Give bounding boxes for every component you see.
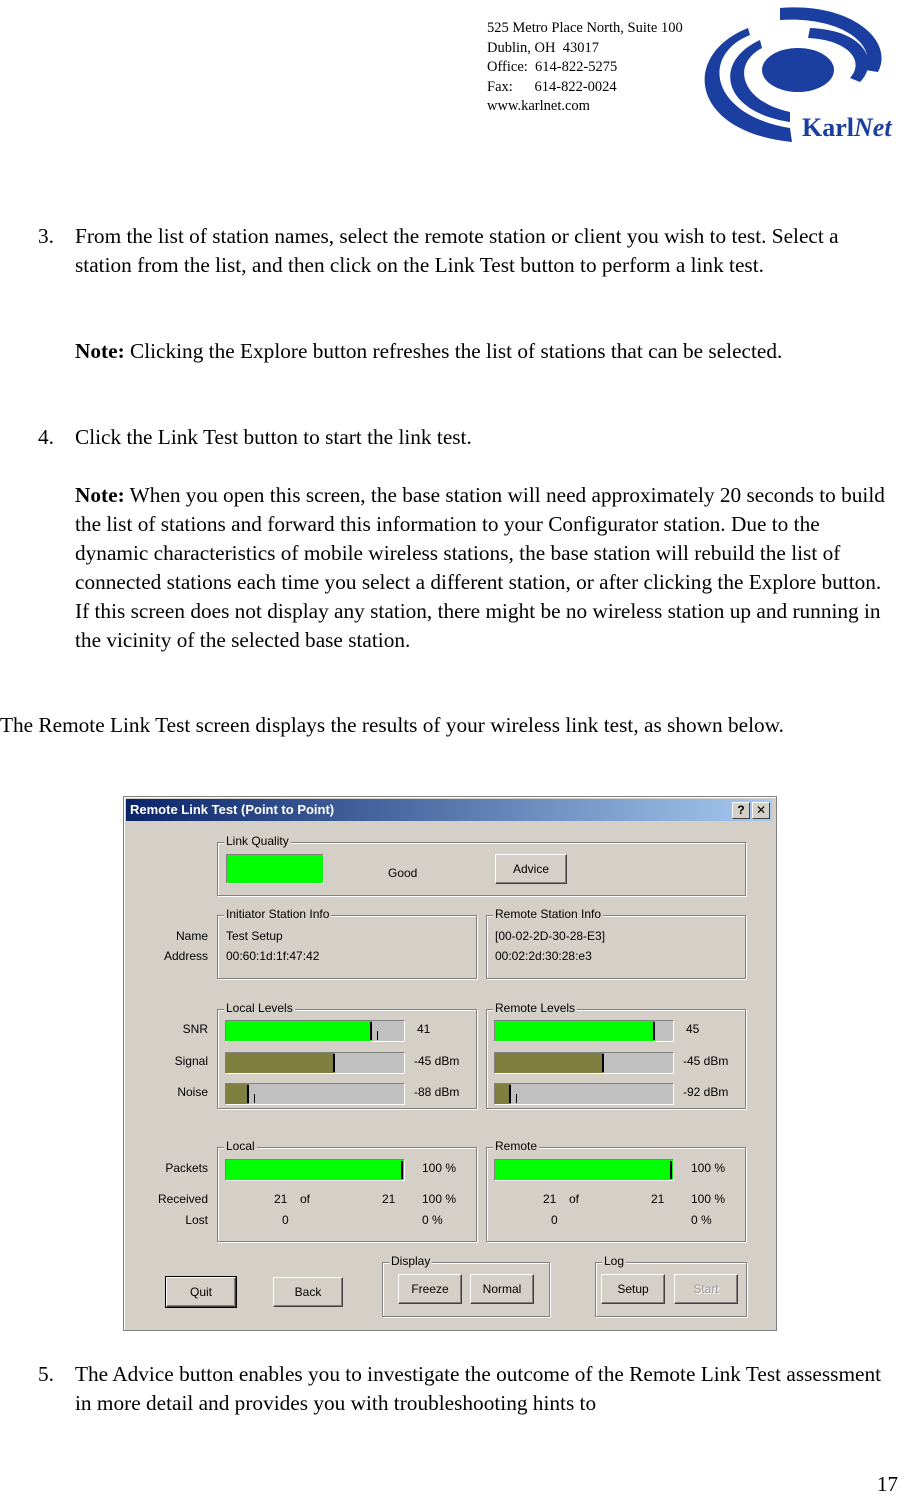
intro-paragraph: The Remote Link Test screen displays the results of your wireless link test, as shown below. [0, 713, 784, 737]
remote-address: 00:02:2d:30:28:e3 [495, 949, 592, 963]
group-caption: Initiator Station Info [226, 907, 330, 921]
remote-link-test-dialog [123, 796, 777, 1331]
local-snr-bar [225, 1020, 405, 1042]
address-label: Address [163, 949, 208, 963]
local-lost-pct: 0 % [422, 1213, 443, 1227]
group-caption: Local [226, 1139, 255, 1153]
setup-button[interactable]: Setup [601, 1274, 665, 1304]
normal-button[interactable]: Normal [470, 1274, 534, 1304]
step-text: Click the Link Test button to start the link test. [75, 425, 472, 449]
remote-of: of [569, 1192, 580, 1206]
remote-name: [00-02-2D-30-28-E3] [495, 929, 606, 943]
note [75, 481, 895, 655]
remote-noise-bar [494, 1083, 674, 1105]
local-total: 21 [382, 1192, 396, 1206]
local-noise-value: -88 dBm [414, 1085, 460, 1099]
signal-label: Signal [174, 1054, 208, 1068]
remote-noise-value: -92 dBm [683, 1085, 729, 1099]
step-number: 5. [38, 1362, 54, 1386]
local-packets-pct: 100 % [422, 1161, 457, 1175]
group-caption: Link Quality [226, 834, 289, 848]
remote-station-group [486, 907, 746, 979]
address-line: Office: 614-822-5275 [487, 59, 618, 75]
group-caption: Local Levels [226, 1001, 293, 1015]
snr-label: SNR [182, 1022, 208, 1036]
dialog-titlebar [126, 799, 772, 821]
note [75, 337, 895, 366]
address-line: Dublin, OH 43017 [487, 39, 599, 56]
step-text: From the list of station names, select the remote station or client you wish to test. Select a station from the list, and then click on the Link Test button to perform a link test. [75, 224, 839, 277]
page-number: 17 [877, 1472, 898, 1496]
company-address [487, 19, 683, 117]
dialog-title: Remote Link Test (Point to Point) [130, 802, 335, 817]
close-button[interactable]: ✕ [752, 802, 770, 819]
back-button[interactable]: Back [273, 1277, 343, 1307]
remote-received-pct: 100 % [691, 1192, 726, 1206]
step-number: 4. [38, 425, 54, 449]
step-text: The Advice button enables you to investigate the outcome of the Remote Link Test assessment in more detail and provides you with troubleshooting hints to [75, 1362, 882, 1415]
local-lost: 0 [282, 1213, 289, 1227]
remote-snr-bar [494, 1020, 674, 1042]
address-line: Fax: 614-822-0024 [487, 78, 617, 95]
name-label: Name [175, 929, 208, 943]
local-received-pct: 100 % [422, 1192, 457, 1206]
initiator-station-group [217, 907, 477, 979]
remote-packets-bar [494, 1159, 674, 1181]
note-label: Note: [75, 339, 125, 363]
karlnet-logo [680, 0, 908, 150]
step-number: 3. [38, 224, 54, 248]
local-signal-value: -45 dBm [414, 1054, 460, 1068]
note-text: When you open this screen, the base station will need approximately 20 seconds to build the list of stations and forward this information to your Configurator station. Due to the dynamic characteristics of mobile wireless stations, the base station will rebuild the list of connected stations each time you select a different station, or after clicking the Explore button. If this screen does not display any station, there might be no wireless station up and running in the vicinity of the selected base station. [75, 483, 885, 652]
logo-text-bold: Karl [802, 113, 854, 142]
remote-lost: 0 [551, 1213, 558, 1227]
remote-signal-value: -45 dBm [683, 1054, 729, 1068]
remote-packets-pct: 100 % [691, 1161, 726, 1175]
quit-button[interactable]: Quit [166, 1277, 236, 1307]
link-quality-value: Good [388, 866, 418, 880]
group-caption: Remote Levels [495, 1001, 576, 1015]
address-line: 525 Metro Place North, Suite 100 [487, 20, 683, 36]
remote-signal-bar [494, 1052, 674, 1074]
group-caption: Remote Station Info [495, 907, 602, 921]
group-caption: Log [604, 1254, 625, 1268]
freeze-button[interactable]: Freeze [398, 1274, 462, 1304]
note-text: Clicking the Explore button refreshes the list of stations that can be selected. [124, 339, 783, 363]
remote-lost-pct: 0 % [691, 1213, 712, 1227]
advice-button[interactable]: Advice [495, 854, 567, 884]
local-packets-bar [225, 1159, 405, 1181]
help-button[interactable]: ? [732, 802, 750, 819]
local-snr-value: 41 [417, 1022, 431, 1036]
lost-label: Lost [185, 1213, 208, 1227]
noise-label: Noise [177, 1085, 208, 1099]
initiator-address: 00:60:1d:1f:47:42 [226, 949, 320, 963]
remote-snr-value: 45 [686, 1022, 700, 1036]
svg-text:KarlNet [802, 113, 892, 142]
local-of: of [300, 1192, 311, 1206]
remote-total: 21 [651, 1192, 665, 1206]
logo-text-italic: Net [854, 113, 892, 142]
link-quality-indicator [226, 854, 324, 884]
group-caption: Remote [495, 1139, 538, 1153]
group-caption: Display [391, 1254, 431, 1268]
local-received: 21 [274, 1192, 288, 1206]
remote-received: 21 [543, 1192, 557, 1206]
local-signal-bar [225, 1052, 405, 1074]
initiator-name: Test Setup [226, 929, 283, 943]
note-label: Note: [75, 483, 125, 507]
address-line: www.karlnet.com [487, 98, 590, 114]
received-label: Received [157, 1192, 208, 1206]
logo-graphic [680, 0, 908, 150]
packets-label: Packets [165, 1161, 208, 1175]
local-noise-bar [225, 1083, 405, 1105]
start-button[interactable]: Start [674, 1274, 738, 1304]
